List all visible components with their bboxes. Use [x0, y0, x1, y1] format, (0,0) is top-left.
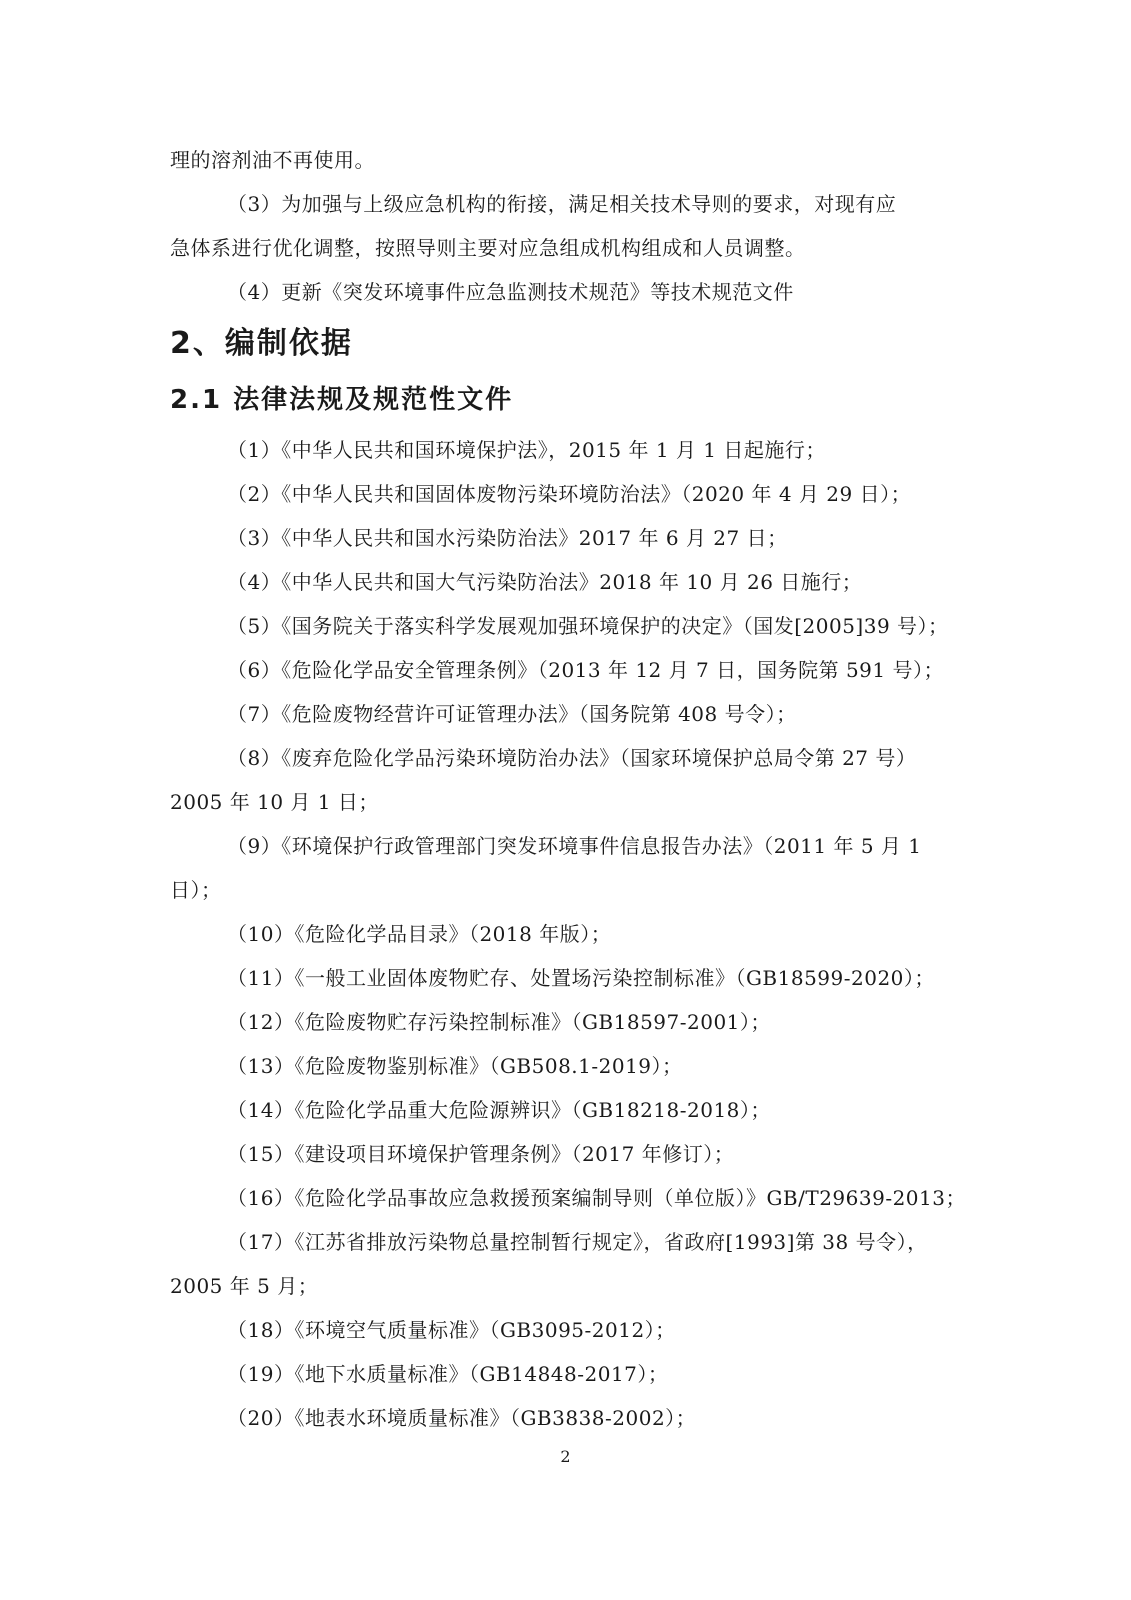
- regulation-list: [170, 428, 966, 1440]
- paragraph-line: （4）更新《突发环境事件应急监测技术规范》等技术规范文件: [227, 280, 794, 304]
- paragraph-line: 急体系进行优化调整，按照导则主要对应急组成机构组成和人员调整。: [170, 236, 806, 260]
- list-item: （12）《危险废物贮存污染控制标准》（GB18597-2001）；: [227, 1010, 771, 1034]
- list-item: （5）《国务院关于落实科学发展观加强环境保护的决定》（国发[2005]39 号）；: [227, 614, 949, 638]
- paragraph-line: （3）为加强与上级应急机构的衔接，满足相关技术导则的要求，对现有应: [227, 192, 897, 216]
- list-item: （2）《中华人民共和国固体废物污染环境防治法》（2020 年 4 月 29 日）；: [227, 482, 912, 506]
- list-item: （8）《废弃危险化学品污染环境防治办法》（国家环境保护总局令第 27 号）: [227, 746, 917, 770]
- list-item: （17）《江苏省排放污染物总量控制暂行规定》，省政府[1993]第 38 号令），: [227, 1230, 928, 1254]
- list-item: （6）《危险化学品安全管理条例》（2013 年 12 月 7 日，国务院第 591 号）；: [227, 658, 944, 682]
- list-item: （13）《危险废物鉴别标准》（GB508.1-2019）；: [227, 1054, 683, 1078]
- list-item-continuation: 日）；: [170, 878, 222, 902]
- subsection-heading: 2.1 法律法规及规范性文件: [170, 385, 514, 415]
- list-item: （11）《一般工业固体废物贮存、处置场污染控制标准》（GB18599-2020）；: [227, 966, 935, 990]
- list-item: （15）《建设项目环境保护管理条例》（2017 年修订）；: [227, 1142, 735, 1166]
- section-heading: 2、编制依据: [170, 326, 353, 361]
- list-item: （14）《危险化学品重大危险源辨识》（GB18218-2018）；: [227, 1098, 771, 1122]
- list-item: （10）《危险化学品目录》（2018 年版）；: [227, 922, 612, 946]
- list-item: （20）《地表水环境质量标准》（GB3838-2002）；: [227, 1406, 697, 1430]
- page-number: 2: [560, 1447, 571, 1466]
- list-item: （16）《危险化学品事故应急救援预案编制导则（单位版）》GB/T29639-2013；: [227, 1186, 966, 1210]
- list-item-continuation: 2005 年 10 月 1 日；: [170, 790, 379, 814]
- list-item-continuation: 2005 年 5 月；: [170, 1274, 319, 1298]
- list-item: （7）《危险废物经营许可证管理办法》（国务院第 408 号令）；: [227, 702, 797, 726]
- paragraph-line: 理的溶剂油不再使用。: [170, 148, 375, 172]
- list-item: （1）《中华人民共和国环境保护法》，2015 年 1 月 1 日起施行；: [227, 438, 826, 462]
- list-item: （9）《环境保护行政管理部门突发环境事件信息报告办法》（2011 年 5 月 1: [227, 834, 922, 858]
- list-item: （4）《中华人民共和国大气污染防治法》2018 年 10 月 26 日施行；: [227, 570, 863, 594]
- list-item: （18）《环境空气质量标准》（GB3095-2012）；: [227, 1318, 676, 1342]
- list-item: （3）《中华人民共和国水污染防治法》2017 年 6 月 27 日；: [227, 526, 788, 550]
- page-content: [170, 138, 966, 1440]
- list-item: （19）《地下水质量标准》（GB14848-2017）；: [227, 1362, 669, 1386]
